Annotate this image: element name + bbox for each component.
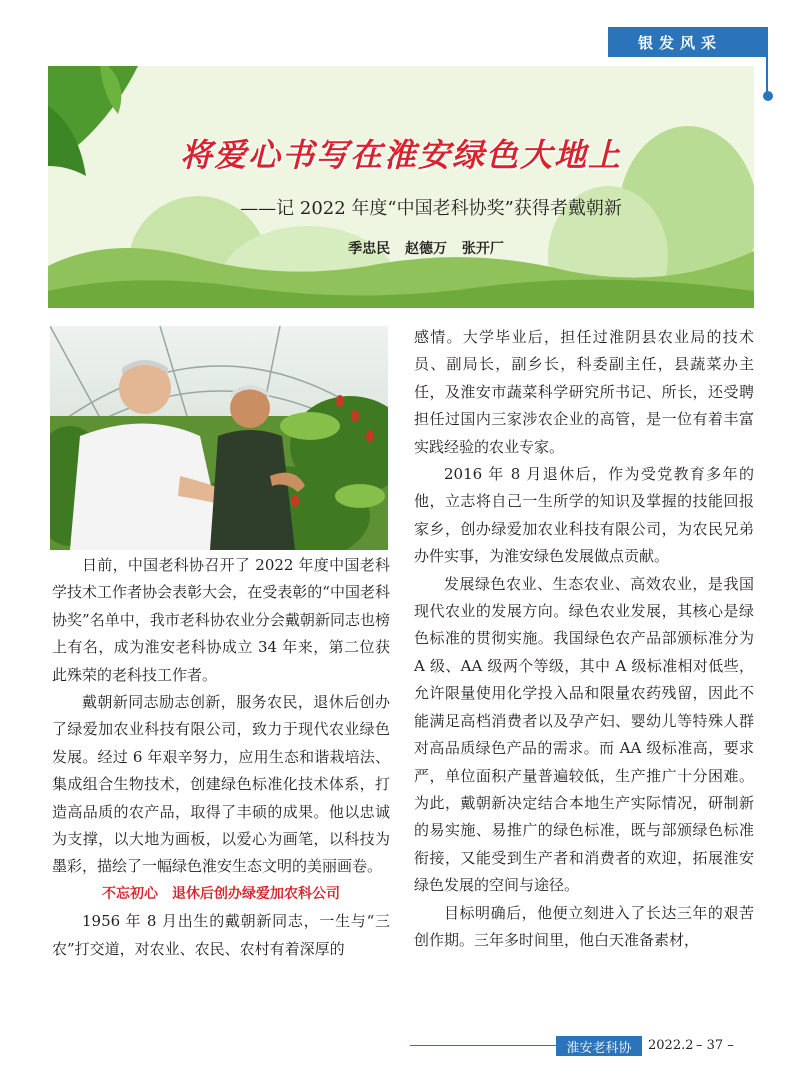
page-number: – 37 – [696, 1038, 734, 1053]
article-authors: 季忠民 赵德万 张开厂 [348, 241, 504, 257]
header-banner [48, 66, 754, 308]
article-subtitle: ——记 2022 年度“中国老科协奖”获得者戴朝新 [240, 198, 622, 219]
footer-rule [410, 1045, 556, 1046]
footer-issue: 2022.2 [648, 1038, 694, 1053]
paragraph: 1956 年 8 月出生的戴朝新同志，一生与“三农”打交道，对农业、农民、农村有着深厚的 [52, 912, 390, 958]
greenhouse-photo [50, 326, 388, 550]
paragraph: 2016 年 8 月退休后，作为受党教育多年的他，立志将自己一生所学的知识及掌握的技能回报家乡，创办绿爱加农业科技有限公司，为农民兄弟办件实事，为淮安绿色发展做点贡献。 [414, 465, 754, 566]
section-heading: 不忘初心 退休后创办绿爱加农科公司 [102, 885, 340, 902]
article-column-right [414, 324, 754, 954]
footer-magazine-name: 淮安老科协 [556, 1036, 642, 1056]
paragraph: 戴朝新同志励志创新，服务农民，退休后创办了绿爱加农业科技有限公司，致力于现代农业绿色发展。经过 6 年艰辛努力，应用生态和谐栽培法、集成组合生物技术，创建绿色标准化技术体系，打造高品质的农产品，取得了丰硕的成果。他以忠诚为支撑，以大地为画板，以爱心为画笔，以科技为墨彩，描绘了一幅绿色淮安生态文明的美丽画卷。 [52, 693, 390, 876]
paragraph: 目标明确后，他便立刻进入了长达三年的艰苦创作期。三年多时间里，他白天准备素材， [414, 903, 754, 949]
banner-background-illustration [48, 66, 754, 308]
article-column-left [52, 552, 390, 963]
paragraph: 日前，中国老科协召开了 2022 年度中国老科学技术工作者协会表彰大会，在受表彰的“中国老科协奖”名单中，我市老科协农业分会戴朝新同志也榜上有名，成为淮安老科协成立 34 年来，第二位获此殊荣的老科技工作者。 [52, 556, 390, 684]
photo-illustration [50, 326, 388, 550]
section-tag: 银发风采 [608, 27, 768, 57]
tag-connector-horizontal [740, 40, 768, 42]
tag-connector-vertical [766, 40, 768, 98]
article-title: 将爱心书写在淮安绿色大地上 [179, 136, 622, 174]
paragraph-continuation: 感情。大学毕业后，担任过淮阴县农业局的技术员、副局长，副乡长，科委副主任，县蔬菜办主任，及淮安市蔬菜科学研究所书记、所长，还受聘担任过国内三家涉农企业的高管，是一位有着丰富实践经验的农业专家。 [414, 328, 754, 456]
tag-dot [763, 91, 773, 101]
paragraph: 发展绿色农业、生态农业、高效农业，是我国现代农业的发展方向。绿色农业发展，其核心是绿色标准的贯彻实施。我国绿色农产品部颁标准分为 A 级、AA 级两个等级，其中 A 级标准相对低些，允许限量使用化学投入品和限量农药残留，因此不能满足高档消费者以及孕产妇、婴幼儿等特殊人群对高品质绿色产品的需求。而 AA 级标准高，要求严，单位面积产量普遍较低，生产推广十分困难。为此，戴朝新决定结合本地生产实际情况，研制新的易实施、易推广的绿色标准，既与部颁绿色标准衔接，又能受到生产者和消费者的欢迎，拓展淮安绿色发展的空间与途径。 [414, 574, 754, 895]
